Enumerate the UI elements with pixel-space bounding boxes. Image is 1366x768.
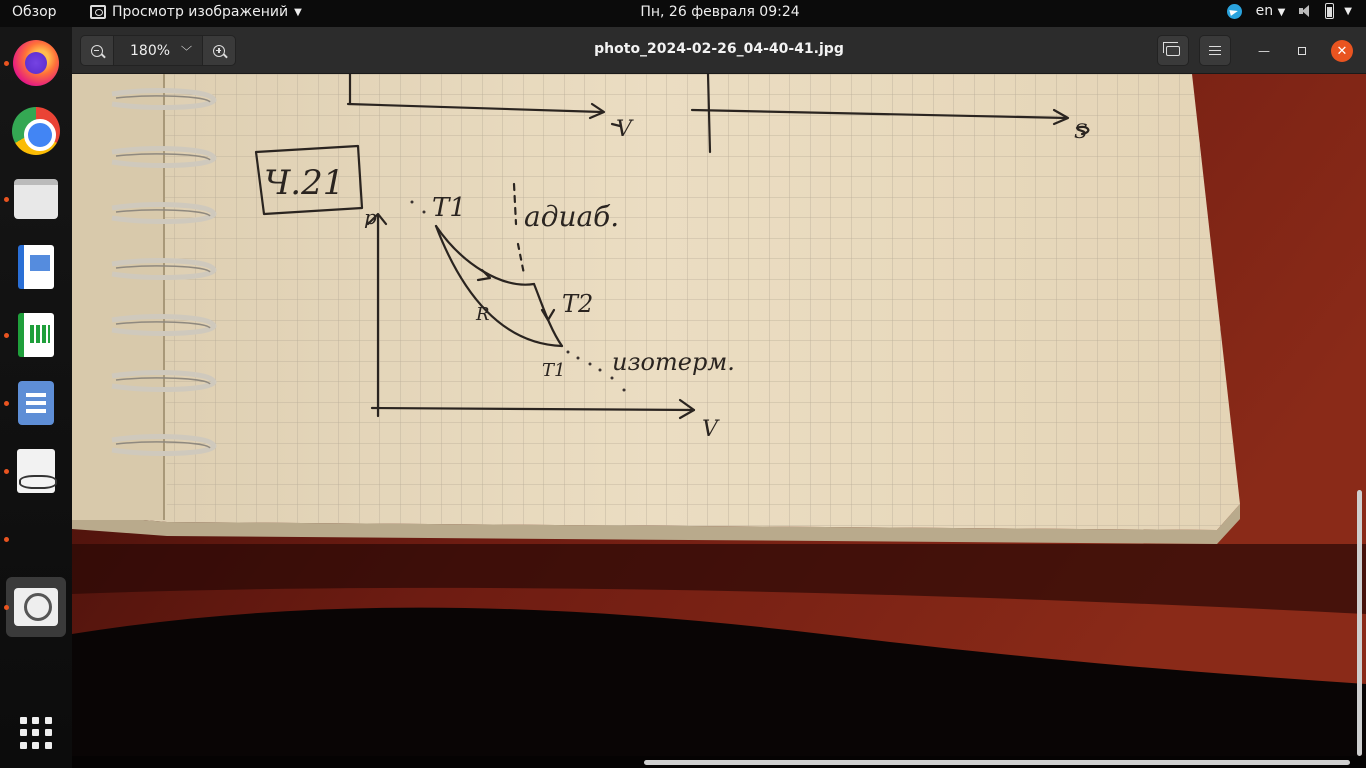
minimize-button[interactable] — [1254, 41, 1274, 61]
close-button[interactable] — [1331, 40, 1353, 62]
photo-label-v: V — [702, 417, 718, 442]
horizontal-scroll-thumb[interactable] — [644, 760, 1350, 765]
zoom-out-button[interactable] — [81, 36, 113, 65]
dock-image-viewer[interactable] — [6, 577, 66, 637]
maximize-button[interactable] — [1292, 41, 1312, 61]
image-canvas[interactable] — [72, 74, 1366, 768]
dock-writer[interactable] — [6, 237, 66, 297]
zoom-level: 180% — [130, 42, 171, 59]
chevron-down-icon: ﹀ — [181, 44, 192, 58]
dock-firefox[interactable] — [6, 33, 66, 93]
top-bar — [0, 0, 1366, 27]
app-menu-label: Просмотр изображений — [112, 4, 289, 20]
image-viewer-icon — [14, 588, 58, 626]
system-tray — [1227, 3, 1352, 19]
battery-icon — [1325, 3, 1334, 19]
window-headerbar — [72, 27, 1366, 74]
photo-label-adiabat: адиаб. — [524, 200, 620, 233]
calc-icon — [18, 313, 54, 357]
zoom-level-dropdown[interactable] — [113, 36, 203, 65]
hamburger-menu-icon — [1209, 50, 1221, 52]
language-indicator[interactable] — [1256, 3, 1286, 19]
zoom-controls — [80, 35, 236, 66]
dock — [0, 27, 72, 768]
photo-label-top-s: S — [1074, 119, 1088, 143]
zoom-in-button[interactable] — [203, 36, 235, 65]
chevron-down-icon: ▼ — [1277, 7, 1286, 18]
photo-label-arrow-mark: R — [476, 304, 490, 325]
volume-icon — [1299, 4, 1315, 18]
zoom-in-icon — [213, 45, 225, 57]
photo-label-problem: Ч.21 — [264, 163, 345, 203]
photo-label-isotherm: изотерм. — [612, 348, 735, 376]
writer-icon — [18, 245, 54, 289]
filename: photo_2024-02-26_04-40-41.jpg — [594, 41, 844, 57]
telegram-icon[interactable] — [1227, 4, 1242, 19]
main-menu-button[interactable] — [1199, 35, 1231, 66]
zoom-out-icon — [91, 45, 103, 57]
date-time[interactable]: Пн, 26 февраля 09:24 — [640, 4, 800, 20]
vertical-scroll-thumb[interactable] — [1357, 490, 1362, 756]
running-indicator — [4, 537, 9, 542]
dock-todo[interactable] — [6, 373, 66, 433]
status-menu[interactable] — [1299, 3, 1352, 19]
gallery-icon — [1166, 46, 1180, 56]
photo-label-t-low: T1 — [542, 360, 566, 381]
running-indicator — [4, 605, 9, 610]
photo-label-t1: T1 — [432, 193, 466, 223]
running-indicator — [4, 197, 9, 202]
chrome-icon — [12, 107, 60, 155]
vertical-scrollbar[interactable] — [1354, 74, 1366, 756]
gallery-button[interactable] — [1157, 35, 1189, 66]
firefox-icon — [13, 40, 59, 86]
dock-calc[interactable] — [6, 305, 66, 365]
show-apps-icon[interactable] — [20, 717, 52, 749]
close-icon: ✕ — [1336, 43, 1348, 59]
running-indicator — [4, 333, 9, 338]
image-viewer-icon — [90, 5, 106, 19]
dock-reader[interactable] — [6, 441, 66, 501]
horizontal-scrollbar[interactable] — [72, 756, 1366, 768]
language-label: en — [1255, 3, 1274, 19]
running-indicator — [4, 61, 9, 66]
photo-label-t2: T2 — [562, 290, 594, 318]
activities-button[interactable]: Обзор — [12, 4, 57, 20]
chevron-down-icon: ▼ — [294, 6, 302, 18]
minimize-icon: — — [1258, 44, 1270, 58]
maximize-icon — [1298, 47, 1306, 55]
app-menu[interactable] — [90, 4, 302, 20]
dock-chrome[interactable] — [6, 101, 66, 161]
running-indicator — [4, 401, 9, 406]
chevron-down-icon: ▼ — [1344, 5, 1352, 17]
photo-label-p: p — [364, 205, 377, 229]
running-indicator — [4, 469, 9, 474]
dock-files[interactable] — [6, 169, 66, 229]
files-icon — [14, 179, 58, 219]
todo-icon — [18, 381, 54, 425]
photo-image — [72, 74, 1366, 768]
reader-icon — [17, 449, 55, 493]
photo-label-top-v: V — [616, 117, 632, 142]
